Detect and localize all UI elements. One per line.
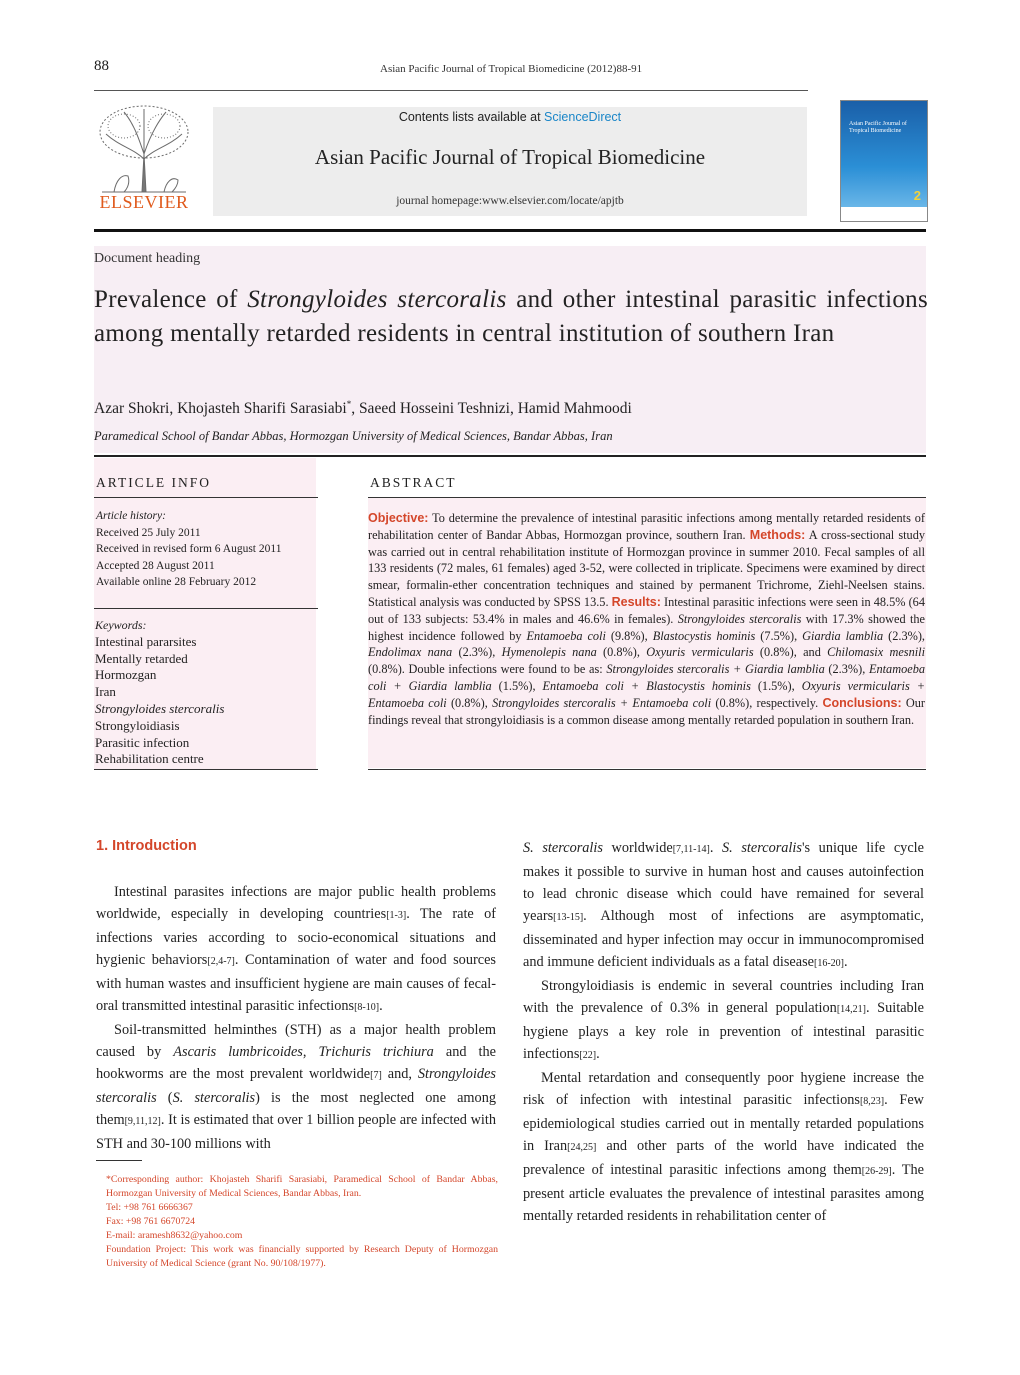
author-list: Azar Shokri, Khojasteh Sharifi Sarasiabi*, Saeed Hosseini Teshnizi, Hamid Mahmoodi bbox=[94, 399, 632, 418]
article-info-heading: ARTICLE INFO bbox=[96, 475, 212, 490]
contents-prefix: Contents lists available at bbox=[398, 110, 545, 124]
info-rule-bottom bbox=[94, 769, 318, 770]
cover-barcode-strip bbox=[841, 207, 927, 221]
intro-paragraph-3: Strongyloidiasis is endemic in several countries including Iran with the prevalence of 0.3% in general population[14,21]. Suitable hygiene plays a key role in prevention of intestinal parasitic infections[22]. bbox=[523, 978, 925, 1062]
objective-label: Objective: bbox=[368, 511, 429, 525]
elsevier-wordmark: ELSEVIER bbox=[99, 192, 189, 212]
body-column-left bbox=[96, 881, 496, 1155]
history-label: Article history: bbox=[96, 510, 166, 522]
journal-banner bbox=[213, 107, 807, 216]
intro-paragraph-4: Mental retardation and consequently poor hygiene increase the risk of infection with intestinal parasitic infections[8,23]. Few epidemiological studies carried out in mentally retarded populations in Iran[24,25] and other parts of the world have indicated the prevalence of intestinal parasitic infections among them[26-29]. The present article evaluates the prevalence of intestinal parasites among mentally retarded residents in rehabilitation center of bbox=[523, 1070, 924, 1224]
corresponding-mark: * bbox=[346, 399, 352, 409]
abstract-rule-top bbox=[368, 497, 926, 498]
history-item: Available online 28 February 2012 bbox=[96, 576, 257, 588]
header-divider bbox=[94, 90, 808, 91]
footnote-rule bbox=[96, 1160, 142, 1161]
journal-cover bbox=[840, 100, 928, 222]
keyword: Iran bbox=[95, 684, 116, 700]
info-rule-middle bbox=[94, 608, 318, 609]
abstract-text: Objective: To determine the prevalence of intestinal parasitic infections among mentally retarded residents of rehabilitation center of Bandar Abbas, Hormozgan province, southern Iran. Methods: A cross-sectional study was carried out in central rehabilitation institute of Hormozgan province in summer 2010. Fecal samples of all 133 residents (72 males, 61 females) aged 3-52, were collected in triplicate. Specimens were examined by direct smear, formalin-ether concentration techniques and stained by permanent Trichrome, Ziehl-Neelsen stains. Statistical analysis was conducted by SPSS 13.5. Results: Intestinal parasitic infections were seen in 48.5% (64 out of 133 subjects: 53.4% in males and 46.6% in females). Strongyloides stercoralis with 17.3% showed the highest incidence followed by Entamoeba coli (9.8%), Blastocystis hominis (7.5%), Giardia lamblia (2.3%), Endolimax nana (2.3%), Hymenolepis nana (0.8%), Oxyuris vermicularis (0.8%), and Chilomasix mesnili (0.8%). Double infections were found to be as: Strongyloides stercoralis + Giardia lamblia (2.3%), Entamoeba coli + Giardia lamblia (1.5%), Entamoeba coli + Blastocystis hominis (1.5%), Oxyuris vermicularis + Entamoeba coli (0.8%), Strongyloides stercoralis + Entamoeba coli (0.8%), respectively. Conclusions: Our findings reveal that strongyloidiasis is a common disease among mentally retarded population in southern Iran. bbox=[368, 511, 926, 727]
corresponding-author-note: *Corresponding author: Khojasteh Sharifi Sarasiabi, Paramedical School of Bandar Abbas, Hormozgan University of Medical Sciences, Bandar Abbas, Iran. bbox=[106, 1174, 498, 1199]
sciencedirect-link[interactable]: ScienceDirect bbox=[544, 110, 622, 124]
running-head: Asian Pacific Journal of Tropical Biomedicine (2012)88-91 bbox=[380, 63, 643, 75]
history-item: Received in revised form 6 August 2011 bbox=[96, 543, 282, 555]
history-item: Accepted 28 August 2011 bbox=[96, 559, 215, 572]
keyword: Hormozgan bbox=[95, 667, 157, 683]
tree-icon bbox=[94, 104, 194, 194]
document-heading: Document heading bbox=[94, 251, 201, 266]
article-history bbox=[96, 508, 281, 591]
affiliation: Paramedical School of Bandar Abbas, Hormozgan University of Medical Sciences, Bandar Abbas, Iran bbox=[94, 429, 613, 443]
fax: Fax: +98 761 6670724 bbox=[106, 1216, 196, 1227]
email[interactable]: E-mail: aramesh8632@yahoo.com bbox=[106, 1230, 243, 1241]
history-item: Received 25 July 2011 bbox=[96, 526, 201, 539]
page-number: 88 bbox=[94, 58, 109, 74]
introduction-heading: 1. Introduction bbox=[96, 838, 197, 854]
abstract-heading: ABSTRACT bbox=[370, 475, 457, 490]
title-divider bbox=[94, 455, 926, 457]
elsevier-logo bbox=[94, 104, 194, 216]
header-thick-rule bbox=[94, 229, 926, 232]
article-title: Prevalence of Strongyloides stercoralis and other intestinal parasitic infections among mentally retarded residents in central institution of southern Iran bbox=[94, 286, 928, 347]
keyword: Intestinal pararsites bbox=[95, 633, 197, 649]
body-column-right bbox=[523, 837, 924, 1227]
journal-homepage[interactable]: journal homepage:www.elsevier.com/locate/apjtb bbox=[396, 195, 624, 207]
journal-name: Asian Pacific Journal of Tropical Biomedicine bbox=[314, 145, 706, 169]
keywords-label: Keywords: bbox=[95, 618, 147, 632]
conclusions-label: Conclusions: bbox=[822, 695, 902, 710]
intro-paragraph-1: Intestinal parasites infections are major public health problems worldwide, especially in developing countries[1-3]. The rate of infections varies according to socio-economical situations and hygienic behaviors[2,4-7]. Contamination of water and food sources with human wastes and insufficient hygiene are main causes of fecal-oral transmitted intestinal parasitic infections[8-10]. bbox=[96, 884, 497, 1014]
results-label: Results: bbox=[611, 594, 661, 609]
intro-paragraph-2-continued: S. stercoralis worldwide[7,11-14]. S. stercoralis's unique life cycle makes it possible to survive in human host and causes autoinfection to lead chronic disease which could have remained for several years[13-15]. Although most of infections are asymptomatic, disseminated and hyper infection may occur in immunocompromised and immune deficient individuals as a fatal disease[16-20]. bbox=[523, 840, 924, 970]
abstract-rule-bottom bbox=[368, 769, 926, 770]
keyword: Rehabilitation centre bbox=[95, 751, 204, 767]
keyword: Parasitic infection bbox=[95, 734, 190, 750]
methods-label: Methods: bbox=[749, 527, 806, 542]
keywords bbox=[95, 617, 224, 768]
cover-issue-mark: 2 bbox=[913, 188, 921, 203]
intro-paragraph-2: Soil-transmitted helminthes (STH) as a major health problem caused by Ascaris lumbricoides, Trichuris trichiura and the hookworms are the most prevalent worldwide[7] and, Strongyloides stercoralis (S. stercoralis) is the most neglected one among them[9,11,12]. It is estimated that over 1 billion people are infected with STH and 30-100 millions with bbox=[96, 1022, 497, 1152]
info-rule-top bbox=[94, 497, 318, 498]
contents-line bbox=[213, 110, 807, 124]
keyword: Strongyloidiasis bbox=[95, 717, 180, 733]
keyword: Strongyloides stercoralis bbox=[95, 700, 225, 716]
telephone: Tel: +98 761 6666367 bbox=[106, 1202, 193, 1213]
funding-note: Foundation Project: This work was financially supported by Research Deputy of Hormozgan University of Medical Science (grant No. 90/108/1977). bbox=[106, 1244, 498, 1269]
footnote bbox=[94, 1173, 498, 1271]
cover-title: Asian Pacific Journal of Tropical Biomedicine bbox=[849, 121, 907, 134]
keyword: Mentally retarded bbox=[95, 650, 188, 666]
